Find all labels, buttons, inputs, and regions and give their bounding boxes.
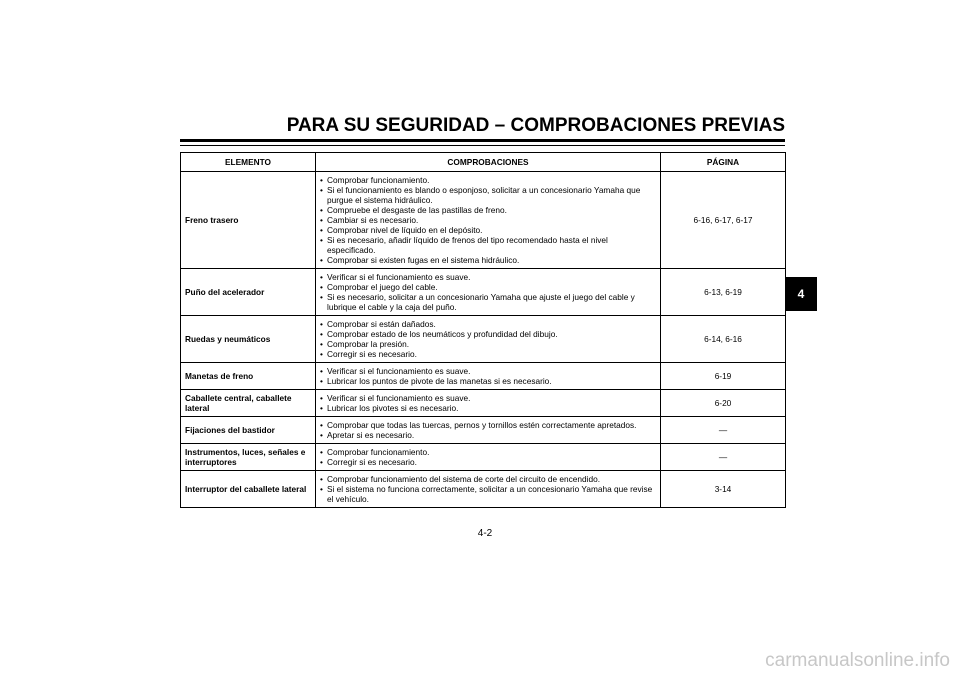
element-cell: Caballete central, caballete lateral (181, 390, 316, 417)
check-item: • Corregir si es necesario. (320, 457, 658, 467)
checks-cell (316, 269, 661, 316)
element-cell: Puño del acelerador (181, 269, 316, 316)
check-item: • Si el sistema no funciona correctamente, solicitar a un concesionario Yamaha que revise el vehículo. (320, 484, 658, 504)
page-ref-cell: 6-16, 6-17, 6-17 (661, 172, 786, 269)
check-item: • Corregir si es necesario. (320, 349, 658, 359)
check-item: • Lubricar los pivotes si es necesario. (320, 403, 658, 413)
element-cell: Fijaciones del bastidor (181, 417, 316, 444)
element-cell: Manetas de freno (181, 363, 316, 390)
element-cell: Instrumentos, luces, señales e interruptores (181, 444, 316, 471)
check-item: • Verificar si el funcionamiento es suave. (320, 272, 658, 282)
checks-list (320, 420, 658, 440)
check-item: • Si es necesario, añadir líquido de frenos del tipo recomendado hasta el nivel especificado. (320, 235, 658, 255)
check-item: • Comprobar que todas las tuercas, pernos y tornillos estén correctamente apretados. (320, 420, 658, 430)
page-number: 4-2 (477, 528, 493, 539)
element-cell: Freno trasero (181, 172, 316, 269)
check-item: • Si es necesario, solicitar a un concesionario Yamaha que ajuste el juego del cable y lubrique el cable y la caja del puño. (320, 292, 658, 312)
table-row (181, 471, 786, 508)
checks-list (320, 319, 658, 359)
table-row (181, 269, 786, 316)
table-row (181, 363, 786, 390)
page-ref-cell: — (661, 417, 786, 444)
page-ref-cell: 6-19 (661, 363, 786, 390)
check-item: • Comprobar el juego del cable. (320, 282, 658, 292)
page-ref-cell: 6-14, 6-16 (661, 316, 786, 363)
chapter-tab-label: 4 (797, 287, 805, 301)
check-item: • Comprobar funcionamiento. (320, 175, 658, 185)
check-item: • Lubricar los puntos de pivote de las manetas si es necesario. (320, 376, 658, 386)
checks-cell (316, 444, 661, 471)
checks-list (320, 272, 658, 312)
title-rule-thick (180, 139, 785, 142)
table-row (181, 316, 786, 363)
checks-cell (316, 172, 661, 269)
check-item: • Comprobar funcionamiento del sistema de corte del circuito de encendido. (320, 474, 658, 484)
column-header-page: PÁGINA (661, 153, 786, 172)
page-ref-cell: 3-14 (661, 471, 786, 508)
checks-cell (316, 390, 661, 417)
watermark: carmanualsonline.info (765, 650, 950, 671)
column-header-element: ELEMENTO (181, 153, 316, 172)
page-ref-cell: 6-13, 6-19 (661, 269, 786, 316)
check-item: • Cambiar si es necesario. (320, 215, 658, 225)
table-row (181, 417, 786, 444)
element-cell: Ruedas y neumáticos (181, 316, 316, 363)
title-rule-thin (180, 145, 785, 146)
checks-cell (316, 363, 661, 390)
page-ref-cell: 6-20 (661, 390, 786, 417)
checks-cell (316, 316, 661, 363)
checks-cell (316, 417, 661, 444)
checks-list (320, 393, 658, 413)
check-item: • Compruebe el desgaste de las pastillas de freno. (320, 205, 658, 215)
checks-list (320, 366, 658, 386)
check-item: • Verificar si el funcionamiento es suave. (320, 393, 658, 403)
table-row (181, 444, 786, 471)
page-title: PARA SU SEGURIDAD – COMPROBACIONES PREVIAS (286, 115, 785, 136)
element-cell: Interruptor del caballete lateral (181, 471, 316, 508)
check-item: • Si el funcionamiento es blando o esponjoso, solicitar a un concesionario Yamaha que purgue el sistema hidráulico. (320, 185, 658, 205)
checks-list (320, 175, 658, 265)
check-item: • Comprobar funcionamiento. (320, 447, 658, 457)
table-row (181, 390, 786, 417)
check-item: • Comprobar estado de los neumáticos y profundidad del dibujo. (320, 329, 658, 339)
checks-cell (316, 471, 661, 508)
check-item: • Comprobar si están dañados. (320, 319, 658, 329)
check-item: • Comprobar la presión. (320, 339, 658, 349)
table-row (181, 172, 786, 269)
table-header-row (181, 153, 786, 172)
check-item: • Comprobar si existen fugas en el sistema hidráulico. (320, 255, 658, 265)
table-body (181, 172, 786, 508)
page-ref-cell: — (661, 444, 786, 471)
checks-list (320, 447, 658, 467)
column-header-checks: COMPROBACIONES (316, 153, 661, 172)
pre-operation-checks-table (180, 152, 786, 508)
check-item: • Apretar si es necesario. (320, 430, 658, 440)
check-item: • Verificar si el funcionamiento es suave. (320, 366, 658, 376)
check-item: • Comprobar nivel de líquido en el depósito. (320, 225, 658, 235)
checks-list (320, 474, 658, 504)
chapter-tab (785, 277, 817, 311)
